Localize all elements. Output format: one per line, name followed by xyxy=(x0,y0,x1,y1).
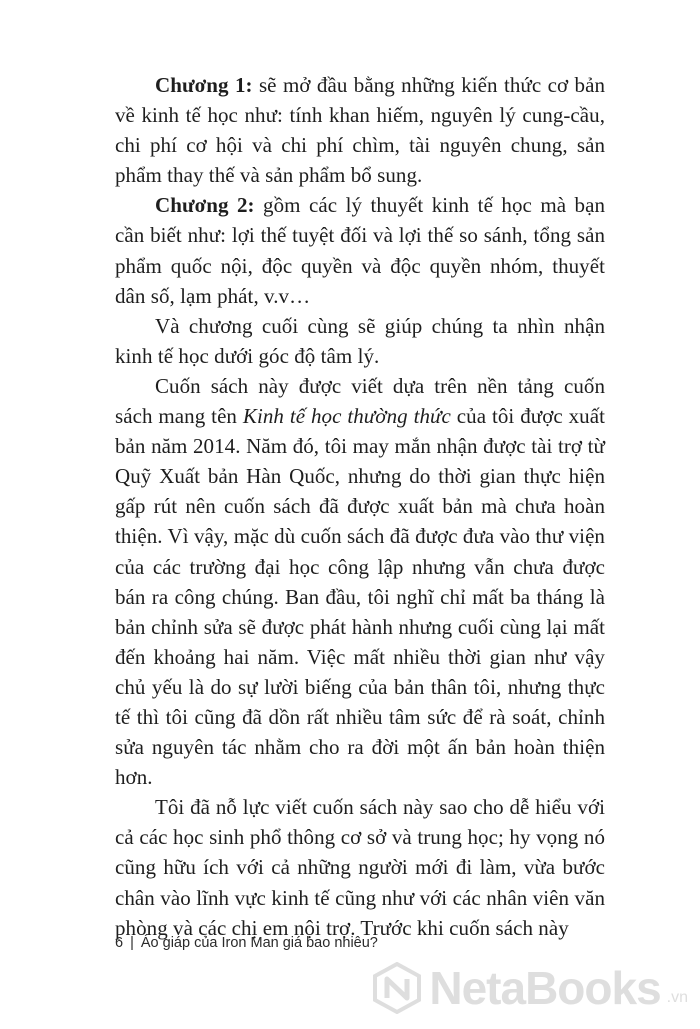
chapter-1-text: sẽ mở đầu bằng những kiến thức cơ bản về kinh tế học như: tính khan hiếm, nguyên lý cung-cầu, chi phí cơ hội và chi phí chìm, tài nguyên chung, sản phẩm thay thế và sản phẩm bổ sung. xyxy=(115,73,606,188)
running-title: Áo giáp của Iron Man giá bao nhiêu? xyxy=(140,935,378,951)
paragraph-final-chapter: Và chương cuối cùng sẽ giúp chúng ta nhìn nhận kinh tế học dưới góc độ tâm lý. xyxy=(115,313,605,368)
paragraph-chapter-1 xyxy=(115,70,605,190)
paragraph-book-origin xyxy=(115,371,605,792)
watermark-brand: NetaBooks xyxy=(429,962,661,1014)
watermark-suffix: .vn xyxy=(666,989,688,1006)
paragraph-audience: Tôi đã nỗ lực viết cuốn sách này sao cho dễ hiểu với cả các học sinh phổ thông cơ sở và trung học; hy vọng nó cũng hữu ích với cả những người mới đi làm, vừa bước chân vào lĩnh vực kinh tế cũng như với các nhân viên văn phòng và các chị em nội trợ. Trước khi cuốn sách này xyxy=(115,795,605,940)
paragraph-chapter-2 xyxy=(115,190,605,310)
chapter-1-label: Chương 1: xyxy=(155,73,253,97)
book-origin-after: của tôi được xuất bản năm 2014. Năm đó, tôi may mắn nhận được tài trợ từ Quỹ Xuất bản Hàn Quốc, nhưng do thời gian thực hiện gấp rút nên cuốn sách đã được xuất bản mà chưa hoàn thiện. Vì vậy, mặc dù cuốn sách đã được đưa vào thư viện của các trường đại học công lập nhưng vẫn chưa được bán ra công chúng. Ban đầu, tôi nghĩ chỉ mất ba tháng là bản chỉnh sửa sẽ được phát hành nhưng cuối cùng lại mất đến khoảng hai năm. Việc mất nhiều thời gian như vậy chủ yếu là do sự lười biếng của bản thân tôi, nhưng thực tế thì tôi cũng đã dồn rất nhiều tâm sức để rà soát, chỉnh sửa nguyên tác nhằm cho ra đời một ấn bản hoàn thiện hơn. xyxy=(115,404,605,790)
page-number: 6 xyxy=(115,935,124,951)
book-origin-before: Cuốn sách này được viết dựa trên nền tảng cuốn sách mang tên xyxy=(115,373,605,429)
chapter-2-label: Chương 2: xyxy=(155,193,255,218)
footer-separator: | xyxy=(130,935,134,951)
body-text xyxy=(115,70,605,943)
referenced-book-title: Kinh tế học thường thức xyxy=(242,404,451,429)
netabooks-watermark xyxy=(371,961,688,1015)
chapter-2-text: gồm các lý thuyết kinh tế học mà bạn cần biết như: lợi thế tuyệt đối và lợi thế so sánh, tổng sản phẩm quốc nội, độc quyền và độc quyền nhóm, thuyết dân số, lạm phát, v.v… xyxy=(115,193,605,308)
page-footer xyxy=(115,935,378,951)
netabooks-logo-icon xyxy=(371,962,423,1014)
